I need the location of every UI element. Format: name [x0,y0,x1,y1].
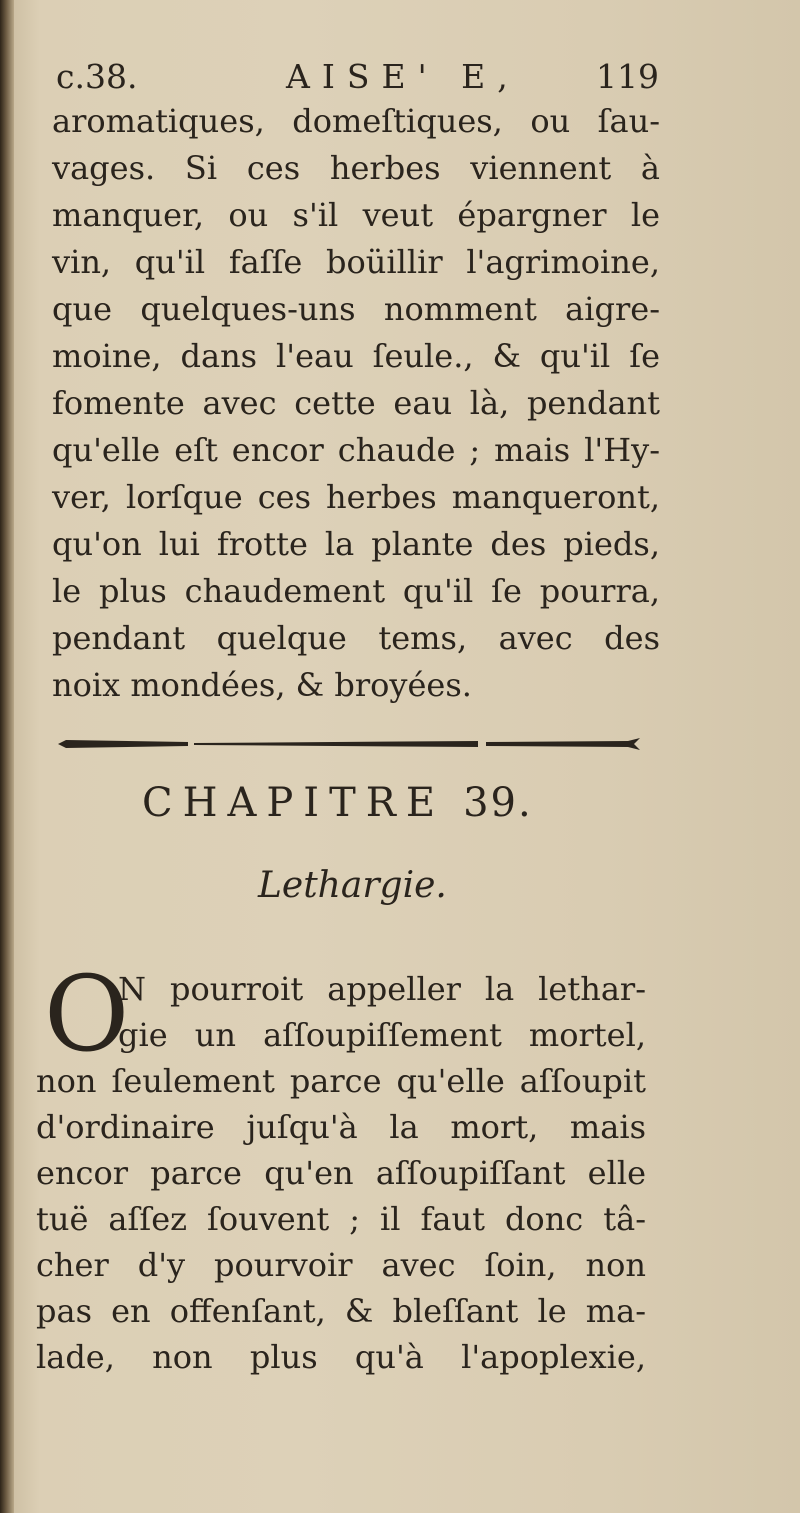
page-number: 119 [596,57,659,96]
chapter-number: 39. [463,780,533,826]
text-line: manquer, ou s'il veut épargner le [52,196,660,234]
paragraph-lethargie [36,953,646,1380]
text-line: moine, dans l'eau ſeule., & qu'il ſe [52,337,660,375]
text-line: qu'elle eſt encor chaude ; mais l'Hy- [52,431,660,469]
rule-segment [486,738,640,750]
text-line: pendant quelque tems, avec des [52,619,660,657]
text-line: qu'on lui frotte la plante des pieds, [52,525,660,563]
chapter-label: CHAPITRE [142,780,446,826]
text-line: lade, non plus qu'à l'apoplexie, [36,1338,646,1376]
text-line: aromatiques, domeſtiques, ou ſau- [52,102,660,140]
text-line: N pourroit appeller la lethar- [118,970,646,1008]
running-head [56,52,659,102]
text-line: tuë aſſez ſouvent ; il faut donc tâ- [36,1200,646,1238]
text-line: gie un aſſoupiſſement mortel, [118,1016,646,1054]
text-line: encor parce qu'en aſſoupiſſant elle [36,1154,646,1192]
text-line: vin, qu'il faſſe boüillir l'agrimoine, [52,243,660,281]
text-line: vages. Si ces herbes viennent à [52,149,660,187]
ornamental-rule [58,738,640,750]
text-line: non ſeulement parce qu'elle aſſoupit [36,1062,646,1100]
text-line: cher d'y pourvoir avec ſoin, non [36,1246,646,1284]
section-title: Lethargie. [258,865,447,906]
chapter-reference: c.38. [56,57,138,96]
drop-cap: O [44,953,130,1075]
text-line: noix mondées, & broyées. [52,666,472,704]
paragraph-continued [52,98,660,709]
text-line: que quelques-uns nomment aigre- [52,290,660,328]
text-line: fomente avec cette eau là, pendant [52,384,660,422]
rule-segment [194,741,478,747]
running-title: AISE' E, [286,57,520,96]
text-line: d'ordinaire juſqu'à la mort, mais [36,1108,646,1146]
chapter-heading [142,775,533,831]
text-line: pas en offenſant, & bleſſant le ma- [36,1292,646,1330]
book-binding-edge [0,0,14,1513]
rule-segment [58,740,188,748]
text-line: le plus chaudement qu'il ſe pourra, [52,572,660,610]
text-line: ver, lorſque ces herbes manqueront, [52,478,660,516]
